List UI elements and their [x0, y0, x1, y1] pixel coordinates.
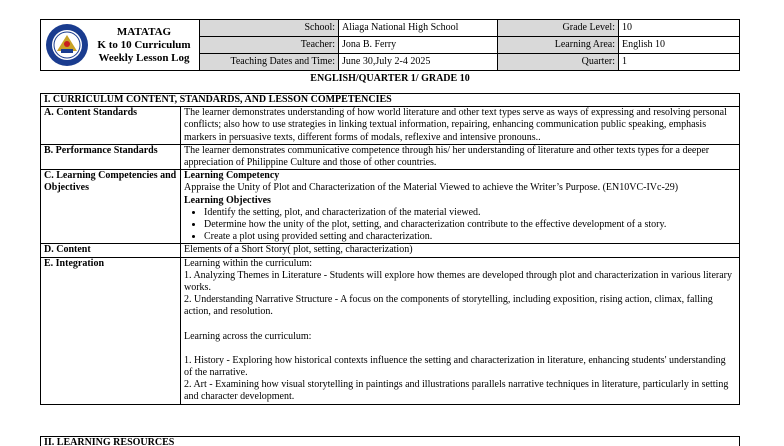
- header-table: [40, 19, 740, 71]
- table-row: [41, 144, 740, 169]
- school-label: School:: [200, 20, 339, 37]
- competency-heading: Learning Competency: [184, 170, 280, 182]
- competency-text: Appraise the Unity of Plot and Characterization of the Material Viewed to achieve the Writer’s Purpose. (EN10VC-IVc-29): [184, 182, 679, 194]
- content-label: D. Content: [41, 244, 181, 257]
- performance-standards-text: The learner demonstrates communicative competence through his/ her understanding of literature and other texts types for a deeper appreciation of Philippine Culture and those of other countries.: [181, 144, 740, 169]
- list-item: • Create a plot using provided setting and characterization.: [204, 231, 736, 243]
- table-row: [41, 170, 740, 244]
- integration-cell: [181, 257, 740, 404]
- competencies-cell: [181, 170, 740, 244]
- logo-line-log: Weekly Lesson Log: [98, 51, 190, 64]
- learning-area-value: English 10: [619, 37, 740, 54]
- content-standards-text: The learner demonstrates understanding of how world literature and other text types serve as ways of expressing and resolving personal conflicts; also how to use strategies in linking textual information, repairing, enhancing communication public speaking, emphasis markers in persuasive texts, different forms of modals, reflexive and intensive pronouns..: [181, 107, 740, 145]
- objectives-list: [184, 207, 736, 244]
- school-value: Aliaga National High School: [339, 20, 498, 37]
- within-item-1: 1. Analyzing Themes in Literature - Students will explore how themes are developed through plot and characterization in various literary works.: [184, 269, 732, 294]
- within-item-2: 2. Understanding Narrative Structure - A focus on the components of storytelling, including exposition, rising action, climax, falling action, and resolution.: [184, 294, 713, 318]
- table-row: [41, 244, 740, 257]
- deped-seal-icon: [45, 23, 89, 67]
- quarter-value: 1: [619, 54, 740, 71]
- section-two-title: II. LEARNING RESOURCES: [40, 436, 740, 446]
- grade-level-value: 10: [619, 20, 740, 37]
- across-curriculum-heading: Learning across the curriculum:: [184, 330, 312, 342]
- list-item: • Determine how the unity of the plot, setting, and characterization contribute to the effective development of a story.: [204, 219, 736, 231]
- performance-standards-label: B. Performance Standards: [41, 144, 181, 169]
- logo-line-curriculum: K to 10 Curriculum: [97, 38, 191, 51]
- logo-line-matatag: MATATAG: [116, 25, 172, 38]
- dates-value: June 30,July 2-4 2025: [339, 54, 498, 71]
- content-standards-label: A. Content Standards: [41, 107, 181, 145]
- list-item: • Identify the setting, plot, and characterization of the material viewed.: [204, 207, 736, 219]
- across-item-1: 1. History - Exploring how historical contexts influence the setting and characterization in literature, enhancing students' understanding of the narrative.: [184, 354, 726, 379]
- table-row: [41, 257, 740, 404]
- within-curriculum-heading: Learning within the curriculum:: [184, 257, 313, 269]
- teacher-label: Teacher:: [200, 37, 339, 54]
- objectives-heading: Learning Objectives: [184, 194, 271, 206]
- grade-level-label: Grade Level:: [498, 20, 619, 37]
- logo-cell: [41, 20, 200, 71]
- content-text: Elements of a Short Story( plot, setting, characterization): [181, 244, 740, 257]
- section-one-title: I. CURRICULUM CONTENT, STANDARDS, AND LESSON COMPETENCIES: [41, 94, 740, 107]
- logo-title: [89, 26, 199, 65]
- learning-area-label: Learning Area:: [498, 37, 619, 54]
- dates-label: Teaching Dates and Time:: [200, 54, 339, 71]
- page-subtitle: ENGLISH/QUARTER 1/ GRADE 10: [310, 73, 470, 84]
- competencies-label: C. Learning Competencies and Objectives: [41, 170, 181, 244]
- table-row: [41, 107, 740, 145]
- quarter-label: Quarter:: [498, 54, 619, 71]
- across-item-2: 2. Art - Examining how visual storytelling in paintings and illustrations parallels narrative techniques in literature, particularly in setting and character development.: [184, 379, 729, 403]
- integration-label: E. Integration: [41, 257, 181, 404]
- teacher-value: Jona B. Ferry: [339, 37, 498, 54]
- curriculum-table: [40, 93, 740, 405]
